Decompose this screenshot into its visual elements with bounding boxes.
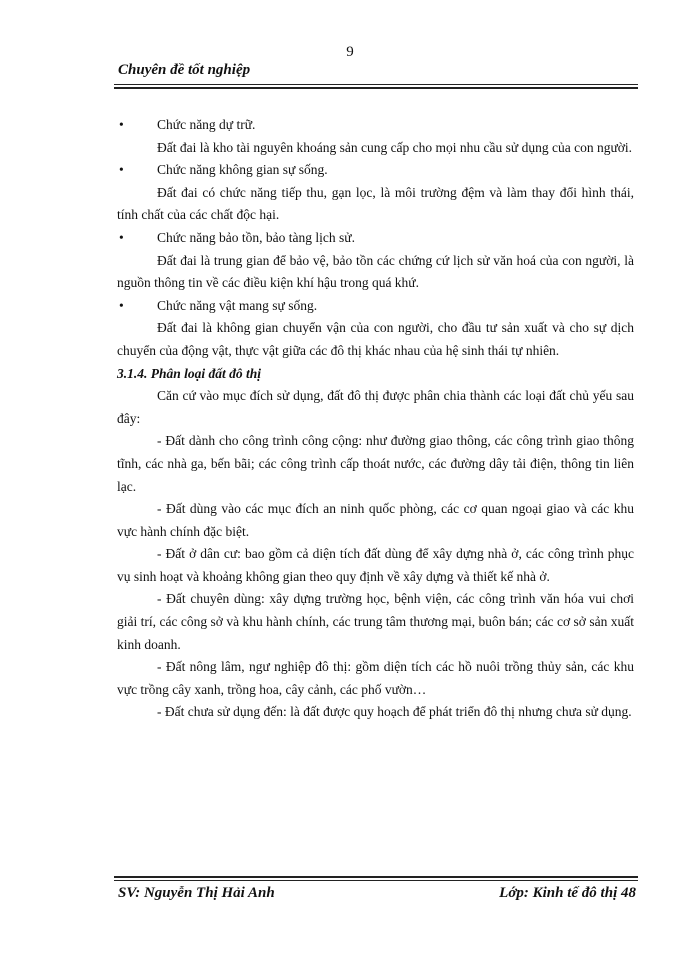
footer-student: SV: Nguyễn Thị Hải Anh xyxy=(118,885,275,901)
dash-item: - Đất chuyên dùng: xây dựng trường học, bệnh viện, các công trình văn hóa vui chơi giải trí, các công sở và khu hành chính, các trung tâm thương mại, buôn bán; các cơ sở sản xuất kinh doanh. xyxy=(117,591,634,652)
dash-item: - Đất chưa sử dụng đến: là đất được quy hoạch để phát triển đô thị nhưng chưa sử dụng. xyxy=(157,704,632,720)
footer-rule-thin xyxy=(114,880,638,881)
paragraph: Đất đai là trung gian để bảo vệ, bảo tồn các chứng cứ lịch sử văn hoá của con người, là nguồn thông tin về các điều kiện khí hậu trong quá khứ. xyxy=(117,252,634,291)
page-number: 9 xyxy=(346,44,354,60)
bullet-item xyxy=(117,295,634,318)
header-title: Chuyên đề tốt nghiệp xyxy=(118,62,251,78)
bullet-icon: • xyxy=(119,297,124,313)
paragraph: Căn cứ vào mục đích sử dụng, đất đô thị được phân chia thành các loại đất chủ yếu sau đây: xyxy=(117,388,634,426)
paragraph: Đất đai là kho tài nguyên khoáng sản cung cấp cho mọi nhu cầu sử dụng của con người. xyxy=(157,139,633,155)
bullet-icon: • xyxy=(119,229,124,245)
footer-rule-thick xyxy=(114,876,638,878)
bullet-icon: • xyxy=(119,162,124,178)
paragraph: Đất đai là không gian chuyển vận của con người, cho đầu tư sản xuất và cho sự dịch chuyển của động vật, thực vật giữa các đô thị khác nhau của hệ sinh thái tự nhiên. xyxy=(117,320,634,358)
dash-item: - Đất ở dân cư: bao gồm cả diện tích đất dùng để xây dựng nhà ở, các công trình phục vụ sinh hoạt và khoảng không gian theo quy định về xây dựng và thiết kế nhà ở. xyxy=(117,546,634,584)
bullet-text: Chức năng bảo tồn, bảo tàng lịch sử. xyxy=(157,229,355,245)
body-content xyxy=(117,114,634,724)
dash-item: - Đất dành cho công trình công cộng: như đường giao thông, các công trình giao thông tĩnh, các nhà ga, bến bãi; các công trình cấp thoát nước, các đường dây tải điện, thông tin liên lạc. xyxy=(117,433,634,494)
header-rule-thin xyxy=(114,84,638,85)
section-heading: 3.1.4. Phân loại đất đô thị xyxy=(117,365,262,381)
bullet-icon: • xyxy=(119,117,124,132)
bullet-item xyxy=(117,227,634,250)
bullet-item xyxy=(117,159,634,182)
bullet-text: Chức năng vật mang sự sống. xyxy=(157,297,318,313)
header-rule-thick xyxy=(114,87,638,89)
bullet-item xyxy=(117,114,634,137)
paragraph: Đất đai có chức năng tiếp thu, gạn lọc, là môi trường đệm và làm thay đổi hình thái, tính chất của các chất độc hại. xyxy=(117,184,634,223)
bullet-text: Chức năng không gian sự sống. xyxy=(157,162,328,178)
footer-class: Lớp: Kinh tế đô thị 48 xyxy=(499,885,636,901)
dash-item: - Đất nông lâm, ngư nghiệp đô thị: gồm diện tích các hồ nuôi trồng thủy sản, các khu vực trồng cây xanh, trồng hoa, cây cảnh, các phố vườn… xyxy=(117,659,634,697)
bullet-text: Chức năng dự trữ. xyxy=(157,117,256,132)
dash-item: - Đất dùng vào các mục đích an ninh quốc phòng, các cơ quan ngoại giao và các khu vực hành chính đặc biệt. xyxy=(117,501,634,539)
